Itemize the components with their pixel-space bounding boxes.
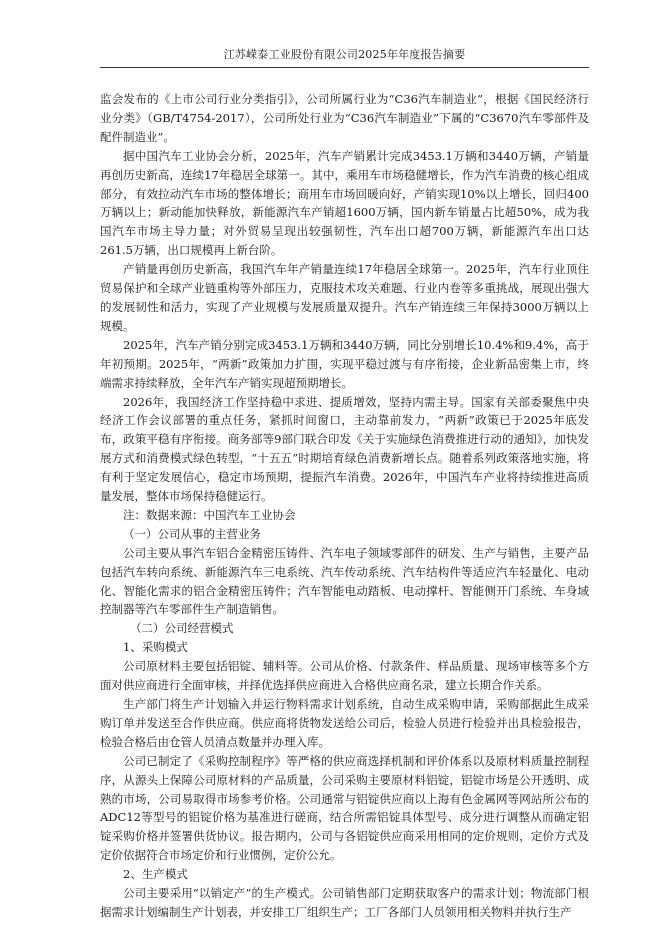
paragraph-raw-materials: 公司原材料主要包括铝锭、辅料等。公司从价格、付款条件、样品质量、现场审核等多个方面对供应商进行全面审核，并择优选择供应商进入合格供应商名录，建立长期合作关系。 bbox=[100, 659, 589, 693]
paragraph-2025-sales: 2025年，汽车产销分别完成3453.1万辆和3440万辆，同比分别增长10.4%和9.4%，高于年初预期。2025年，“两新”政策加力扩围，实现平稳过渡与有序衔接，企业新品密集上市，终端需求持续释放，全年汽车产销实现超预期增长。 bbox=[100, 337, 589, 390]
header-divider bbox=[100, 67, 589, 68]
section-heading-main-business: （一）公司从事的主营业务 bbox=[123, 526, 261, 541]
section-heading-business-model: （二）公司经营模式 bbox=[130, 621, 234, 636]
paragraph-caam-analysis: 据中国汽车工业协会分析，2025年，汽车产销累计完成3453.1万辆和3440万辆，产销量再创历史新高，连续17年稳居全球第一。其中，乘用车市场稳健增长，作为汽车消费的核心组成部分，有效拉动汽车市场的整体增长；商用车市场回暖向好，产销实现10%以上增长，回归400万辆以上；新动能加快释放，新能源汽车产销超1600万辆，国内新车销量占比超50%，成为我国汽车市场主导力量；对外贸易呈现出较强韧性，汽车出口超700万辆，新能源汽车出口达261.5万辆，出口规模再上新台阶。 bbox=[100, 148, 589, 258]
paragraph-industry-classification: 监会发布的《上市公司行业分类指引》，公司所属行业为“C36汽车制造业”，根据《国民经济行业分类》（GB/T4754-2017），公司所处行业为“C36汽车制造业”下属的“C3670汽车零部件及配件制造业”。 bbox=[100, 92, 589, 144]
paragraph-2026-outlook: 2026年，我国经济工作坚持稳中求进、提质增效，坚持内需主导。国家有关部委聚焦中央经济工作会议部署的重点任务，紧抓时间窗口，主动靠前发力，“两新”政策已于2025年底发布，政策平稳有序衔接。商务部等9部门联合印发《关于实施绿色消费推进行动的通知》，加快发展方式和消费模式绿色转型，“十五五”时期培育绿色消费新增长点。随着系列政策落地实施，将有利于坚定发展信心，稳定市场预期，提振汽车消费。2026年，中国汽车产业将持续推进高质量发展，整体市场保持稳健运行。 bbox=[100, 394, 589, 504]
paragraph-procurement-control: 公司已制定了《采购控制程序》等严格的供应商选择机制和评价体系以及原材料质量控制程序，从源头上保障公司原材料的产品质量，公司采购主要原材料铝锭，铝锭市场是公开透明、成熟的市场，公司易取得市场参考价格。公司通常与铝锭供应商以上海有色金属网等网站所公布的ADC12等型号的铝锭价格为基准进行磋商，结合所需铝锭具体型号、成分进行调整从而确定铝锭采购价格并签署供货协议。报告期内，公司与各铝锭供应商采用相同的定价规则，定价方式及定价依据符合市场定价和行业惯例，定价公允。 bbox=[100, 753, 589, 863]
paragraph-main-business: 公司主要从事汽车铝合金精密压铸件、汽车电子领域零部件的研发、生产与销售，主要产品包括汽车转向系统、新能源汽车三电系统、汽车传动系统、汽车结构件等适应汽车轻量化、电动化、智能化需求的铝合金精密压铸件；汽车智能电动踏板、电动撑杆、智能侧开门系统、车身域控制器等汽车零部件生产制造销售。 bbox=[100, 545, 589, 617]
paragraph-purchase-process: 生产部门将生产计划输入并运行物料需求计划系统，自动生成采购申请，采购部据此生成采购订单并发送至合作供应商。供应商将货物发送给公司后，检验人员进行检验并出具检验报告，检验合格后由仓管人员清点数量并办理入库。 bbox=[100, 697, 589, 749]
document-body bbox=[100, 90, 589, 922]
paragraph-record-output: 产销量再创历史新高，我国汽车年产销量连续17年稳居全球第一。2025年，汽车行业顶住贸易保护和全球产业链重构等外部压力，克服技术攻关难题、行业内卷等多重挑战，展现出强大的发展韧性和活力，实现了产业规模与发展质量双提升。汽车产销连续三年保持3000万辆以上规模。 bbox=[100, 262, 589, 333]
subheading-production-model: 2、生产模式 bbox=[123, 867, 188, 882]
subheading-procurement-model: 1、采购模式 bbox=[123, 640, 188, 655]
paragraph-production-model: 公司主要采用“以销定产”的生产模式。公司销售部门定期获取客户的需求计划；物流部门根据需求计划编制生产计划表，并安排工厂组织生产；工厂各部门人员领用相关物料并执行生产 bbox=[100, 886, 589, 919]
paragraph-data-source-note: 注：数据来源：中国汽车工业协会 bbox=[123, 507, 296, 522]
page-header: 江苏嵘泰工业股份有限公司2025年年度报告摘要 bbox=[223, 48, 466, 61]
